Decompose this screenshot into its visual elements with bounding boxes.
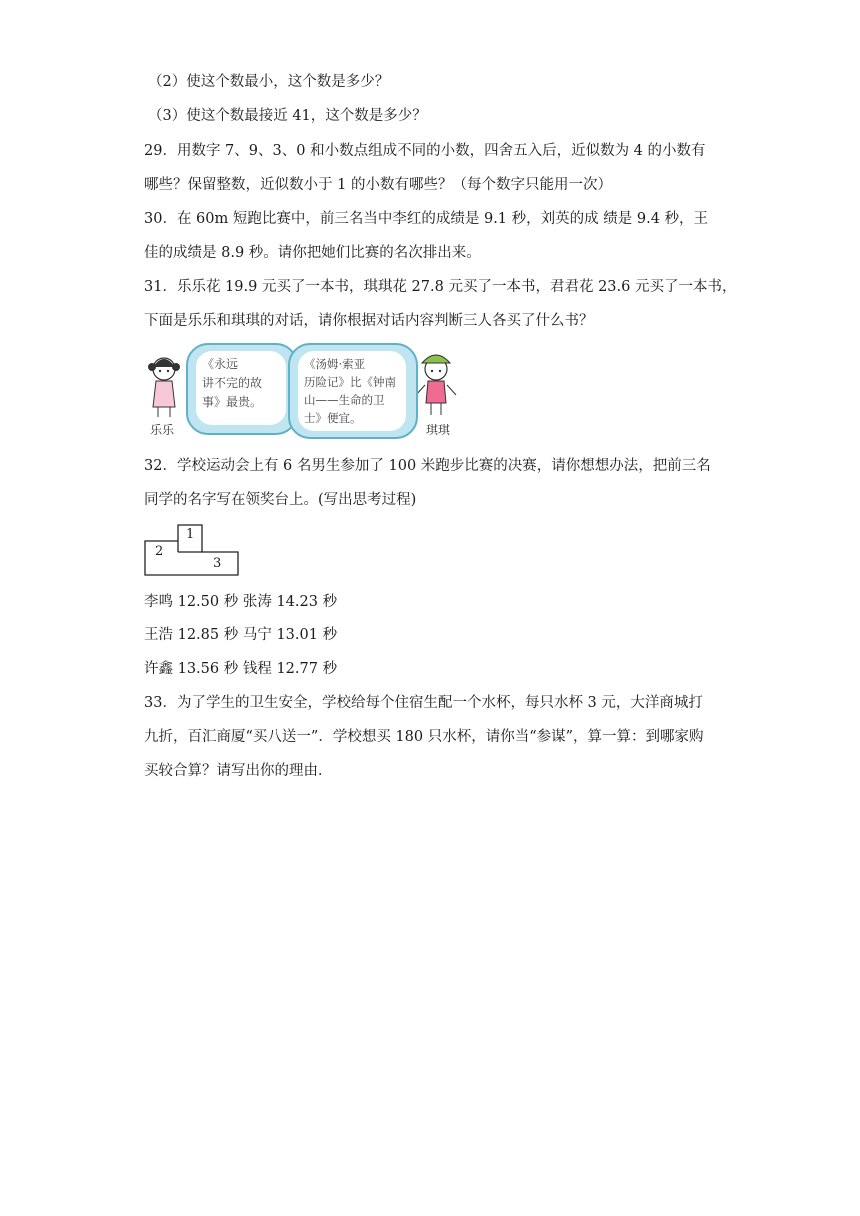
right-speech-bubble [288,343,418,439]
question-32-line-2: 同学的名字写在领奖台上。(写出思考过程) [144,492,417,508]
question-33-line-1: 33．为了学生的卫生安全，学校给每个住宿生配一个水杯，每只水杯 3 元，大洋商城打 [144,695,703,711]
left-speech-bubble [186,343,298,435]
podium-third-label: 3 [213,556,222,571]
podium-second-label: 2 [155,544,164,559]
results-row-1: 李鸣 12.50 秒 张涛 14.23 秒 [144,594,338,610]
question-31-line-1: 31．乐乐花 19.9 元买了一本书，琪琪花 27.8 元买了一本书，君君花 23.6 元买了一本书， [144,279,737,295]
results-row-3: 许鑫 13.56 秒 钱程 12.77 秒 [144,661,338,677]
left-bubble-text: 《永远 讲不完的故 事》最贵。 [196,351,286,425]
results-row-2: 王浩 12.85 秒 马宁 13.01 秒 [144,627,338,643]
right-kid-name: 琪琪 [426,423,451,437]
question-31-line-2: 下面是乐乐和琪琪的对话，请你根据对话内容判断三人各买了什么书？ [144,313,594,329]
question-29-line-2: 哪些？保留整数，近似数小于 1 的小数有哪些？（每个数字只能用一次） [144,177,612,193]
left-kid-name: 乐乐 [150,423,175,437]
question-28-part-3: （3）使这个数最接近 41，这个数是多少？ [148,108,427,124]
question-30-line-2: 佳的成绩是 8.9 秒。请你把她们比赛的名次排出来。 [144,245,481,261]
question-30-line-1: 30．在 60m 短跑比赛中，前三名当中李红的成绩是 9.1 秒，刘英的成 绩是 9.4 秒，王 [144,211,709,227]
question-33-line-2: 九折，百汇商厦“买八送一”．学校想买 180 只水杯，请你当“参谋”，算一算：到哪家购 [144,729,704,745]
podium-diagram [144,524,240,576]
podium-first-label: 1 [186,527,195,542]
right-bubble-text: 《汤姆·索亚 历险记》比《钟南 山——生命的卫 士》便宜。 [298,351,406,431]
question-33-line-3: 买较合算？请写出你的理由． [144,763,333,779]
dialogue-illustration [146,341,466,439]
question-29-line-1: 29．用数字 7、9、3、0 和小数点组成不同的小数，四舍五入后，近似数为 4 的小数有 [144,143,706,159]
question-28-part-2: （2）使这个数最小，这个数是多少？ [148,74,390,90]
question-32-line-1: 32．学校运动会上有 6 名男生参加了 100 米跑步比赛的决赛，请你想想办法，把前三名 [144,458,711,474]
